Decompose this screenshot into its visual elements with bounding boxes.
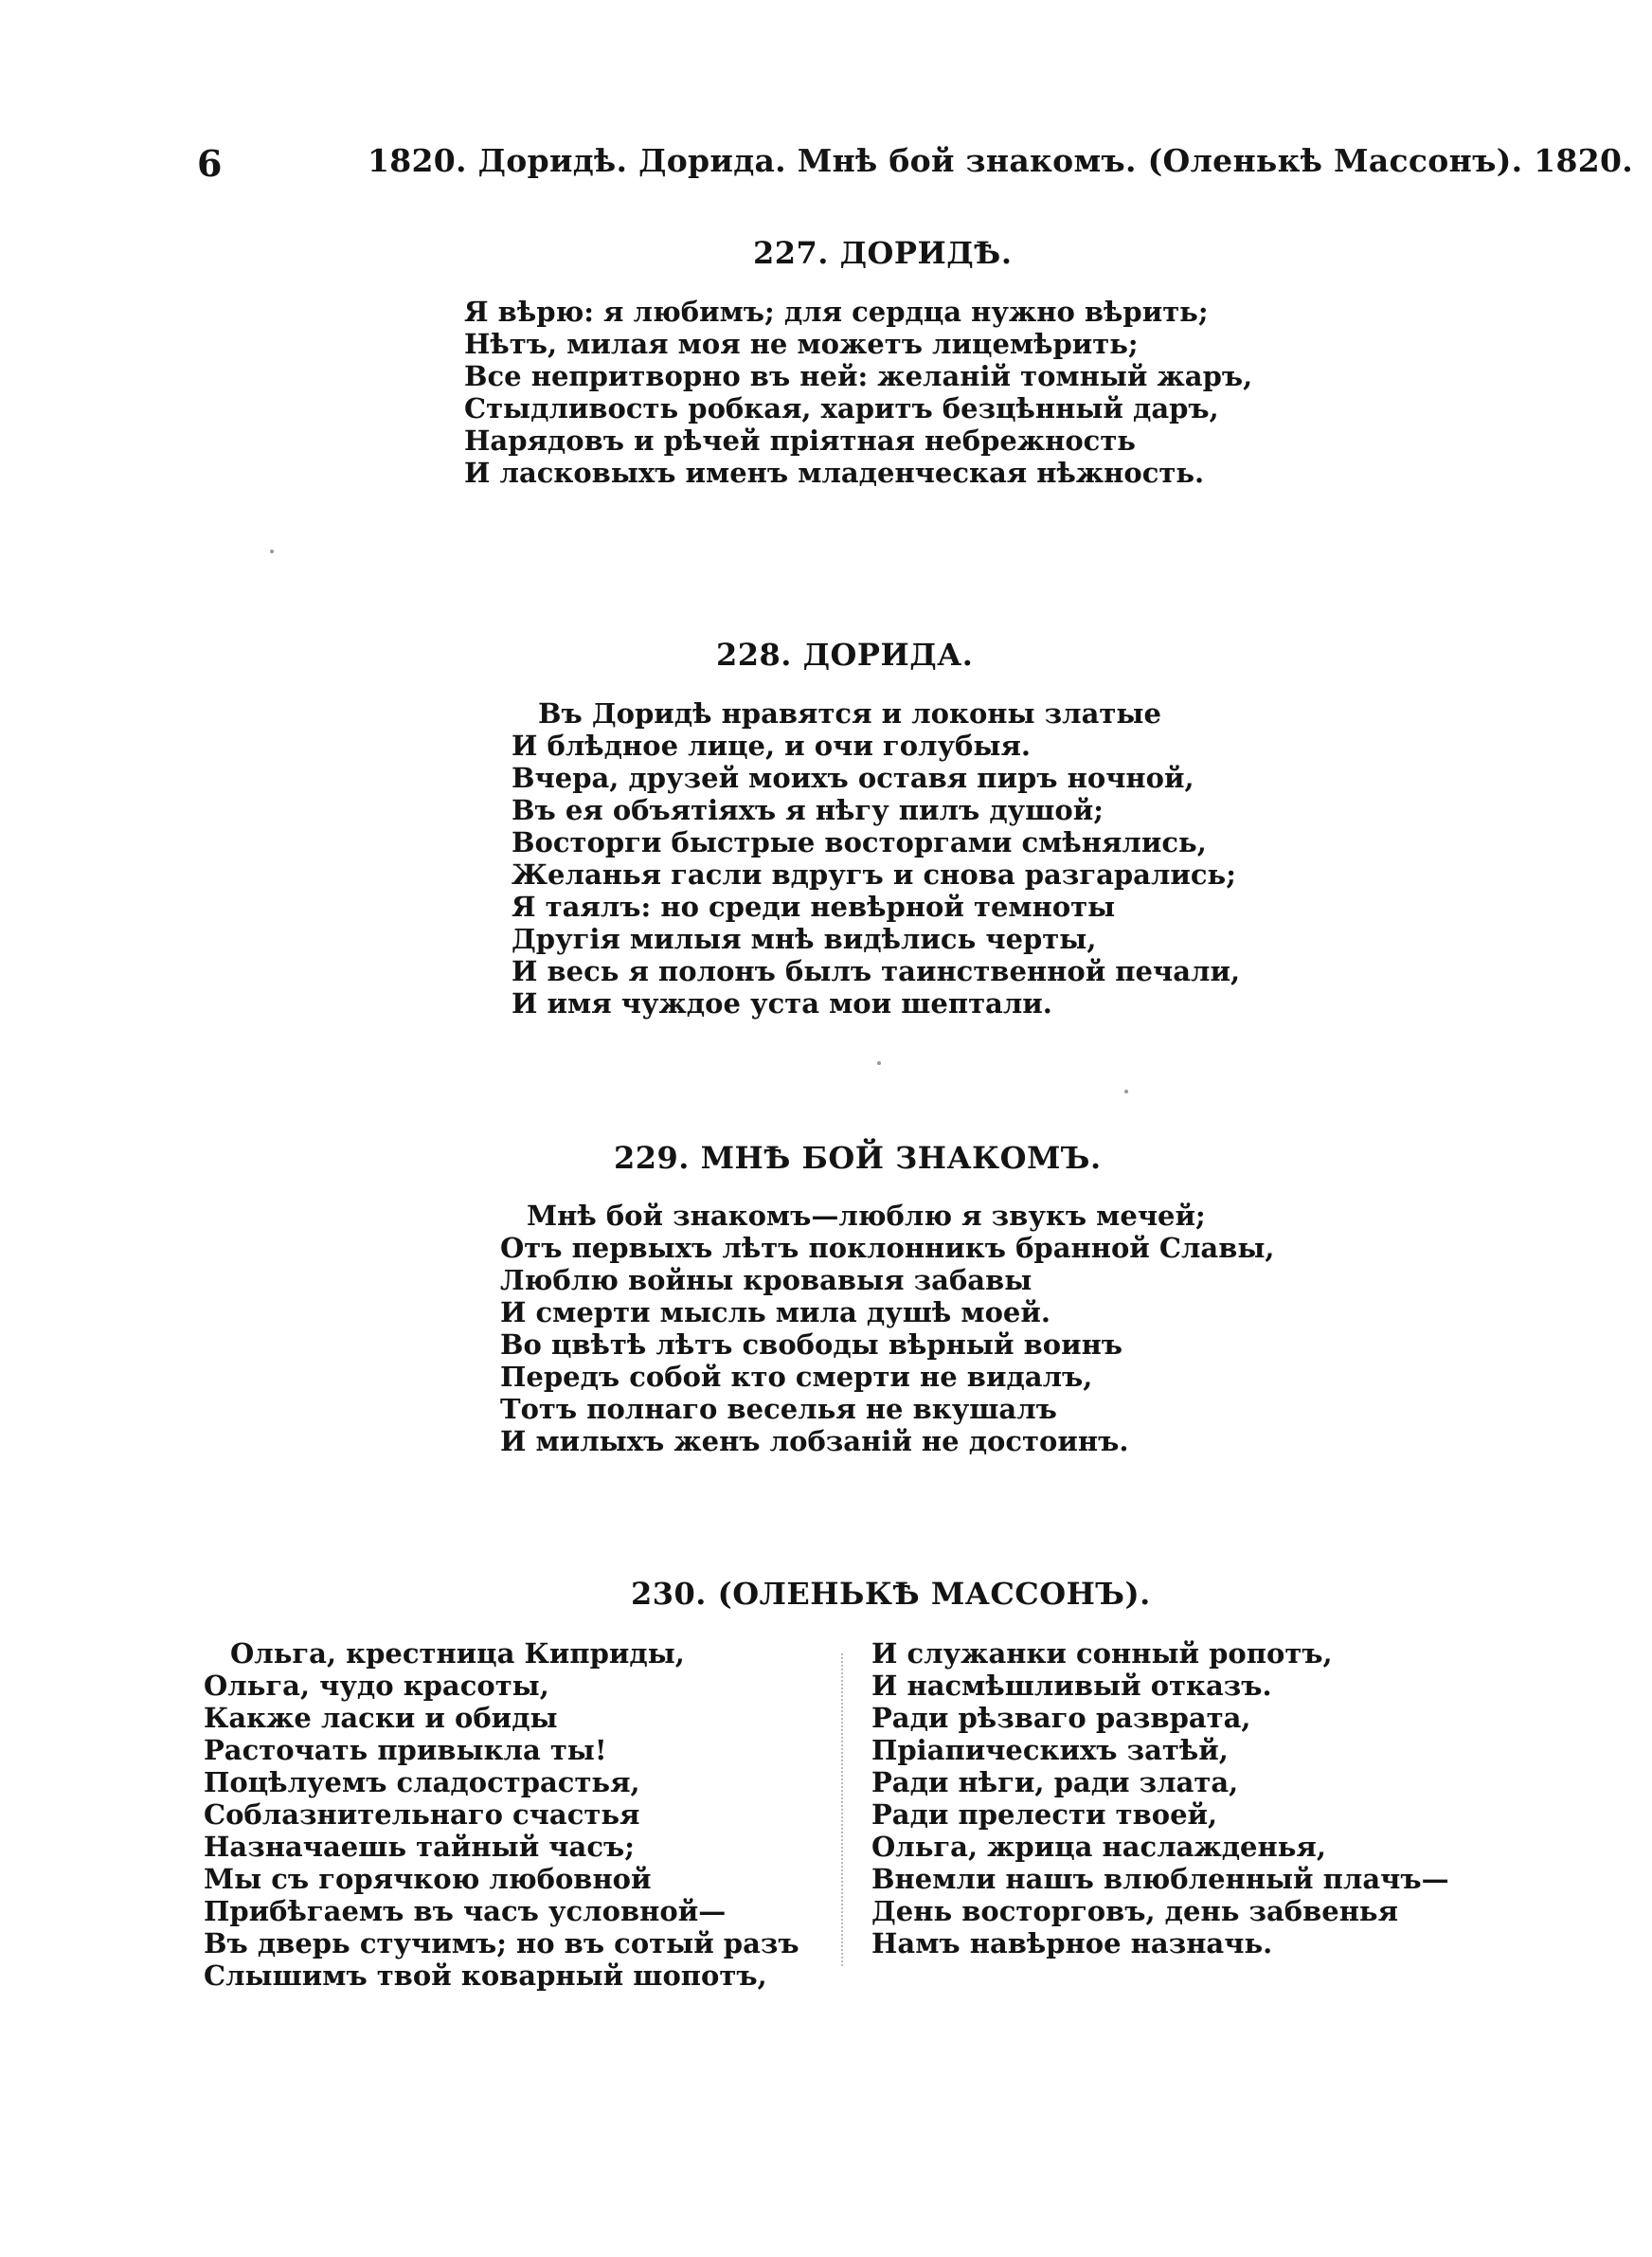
verse-line: Слышимъ твой коварный шопотъ, [204,1959,767,1992]
verse-line: Все непритворно въ ней: желаній томный жаръ, [464,360,1253,392]
verse-line: Другія милыя мнѣ видѣлись черты, [512,923,1097,955]
verse-line: Ради нѣги, ради злата, [871,1766,1239,1798]
verse-line: Прибѣгаемъ въ часъ условной— [204,1895,727,1927]
poem-title-229: 229. МНѢ БОЙ ЗНАКОМЪ. [614,1140,1102,1176]
verse-line: Въ ея объятіяхъ я нѣгу пилъ душой; [512,794,1104,826]
verse-line: Восторги быстрые восторгами смѣнялись, [512,826,1207,858]
poem-title-228: 228. ДОРИДА. [716,637,974,673]
verse-line: Намъ навѣрное назначь. [871,1927,1273,1959]
verse-line: Нарядовъ и рѣчей пріятная небрежность [464,424,1136,457]
verse-line: Расточать привыкла ты! [204,1734,607,1766]
verse-line: Нѣтъ, милая моя не можетъ лицемѣрить; [464,328,1139,360]
column-divider [841,1653,843,1966]
verse-line: Въ дверь стучимъ; но въ сотый разъ [204,1927,799,1959]
print-speck [270,550,274,553]
verse-line: Ради рѣзваго разврата, [871,1702,1251,1734]
verse-line: И служанки сонный ропотъ, [871,1637,1333,1670]
verse-line: Отъ первыхъ лѣтъ поклонникъ бранной Славы, [500,1232,1275,1264]
verse-line: Пріапическихъ затѣй, [871,1734,1229,1766]
verse-line: Въ Доридѣ нравятся и локоны златые [538,697,1161,730]
verse-line: День восторговъ, день забвенья [871,1895,1399,1927]
verse-line: Мнѣ бой знакомъ—люблю я звукъ мечей; [527,1200,1206,1232]
verse-line: И имя чуждое уста мои шептали. [512,987,1052,1020]
verse-line: Я таялъ: но среди невѣрной темноты [512,891,1116,923]
verse-line: И насмѣшливый отказъ. [871,1670,1272,1702]
verse-line: Ольга, крестница Киприды, [230,1637,685,1670]
verse-line: Желанья гасли вдругъ и снова разгарались; [512,858,1236,891]
poem-230-right-column [871,1637,1449,1959]
poem-230-left-column [204,1637,799,1992]
verse-line: Тотъ полнаго веселья не вкушалъ [500,1393,1057,1425]
verse-line: Внемли нашъ влюбленный плачъ— [871,1863,1449,1895]
poem-227-body [464,296,1252,489]
print-speck [1124,1090,1128,1093]
poem-228-body [512,697,1240,1020]
verse-line: И ласковыхъ именъ младенческая нѣжность. [464,457,1205,489]
poem-229-body [500,1200,1275,1457]
verse-line: Стыдливость робкая, харитъ безцѣнный даръ, [464,392,1219,424]
verse-line: Во цвѣтѣ лѣтъ свободы вѣрный воинъ [500,1328,1123,1361]
verse-line: Люблю войны кровавыя забавы [500,1264,1032,1296]
poem-title-230: 230. (ОЛЕНЬКѢ МАССОНЪ). [631,1576,1151,1612]
verse-line: Поцѣлуемъ сладострастья, [204,1766,640,1798]
verse-line: И весь я полонъ былъ таинственной печали, [512,955,1241,987]
verse-line: Ольга, жрица наслажденья, [871,1831,1326,1863]
verse-line: Какже ласки и обиды [204,1702,558,1734]
verse-line: И блѣдное лице, и очи голубыя. [512,730,1031,762]
page-number: 6 [197,142,223,185]
poem-title-227: 227. ДОРИДѢ. [753,235,1013,271]
running-head: 1820. Доридѣ. Дорида. Мнѣ бой знакомъ. (Оленькѣ Массонъ). 1820. [368,142,1634,179]
verse-line: Ради прелести твоей, [871,1798,1218,1831]
verse-line: Соблазнительнаго счастья [204,1798,640,1831]
verse-line: Передъ собой кто смерти не видалъ, [500,1361,1093,1393]
verse-line: Я вѣрю: я любимъ; для сердца нужно вѣрить; [464,296,1209,328]
verse-line: Мы съ горячкою любовной [204,1863,652,1895]
verse-line: Назначаешь тайный часъ; [204,1831,635,1863]
verse-line: Ольга, чудо красоты, [204,1670,549,1702]
verse-line: И смерти мысль мила душѣ моей. [500,1296,1050,1328]
verse-line: Вчера, друзей моихъ оставя пиръ ночной, [512,762,1194,794]
verse-line: И милыхъ женъ лобзаній не достоинъ. [500,1425,1129,1457]
print-speck [877,1061,881,1065]
